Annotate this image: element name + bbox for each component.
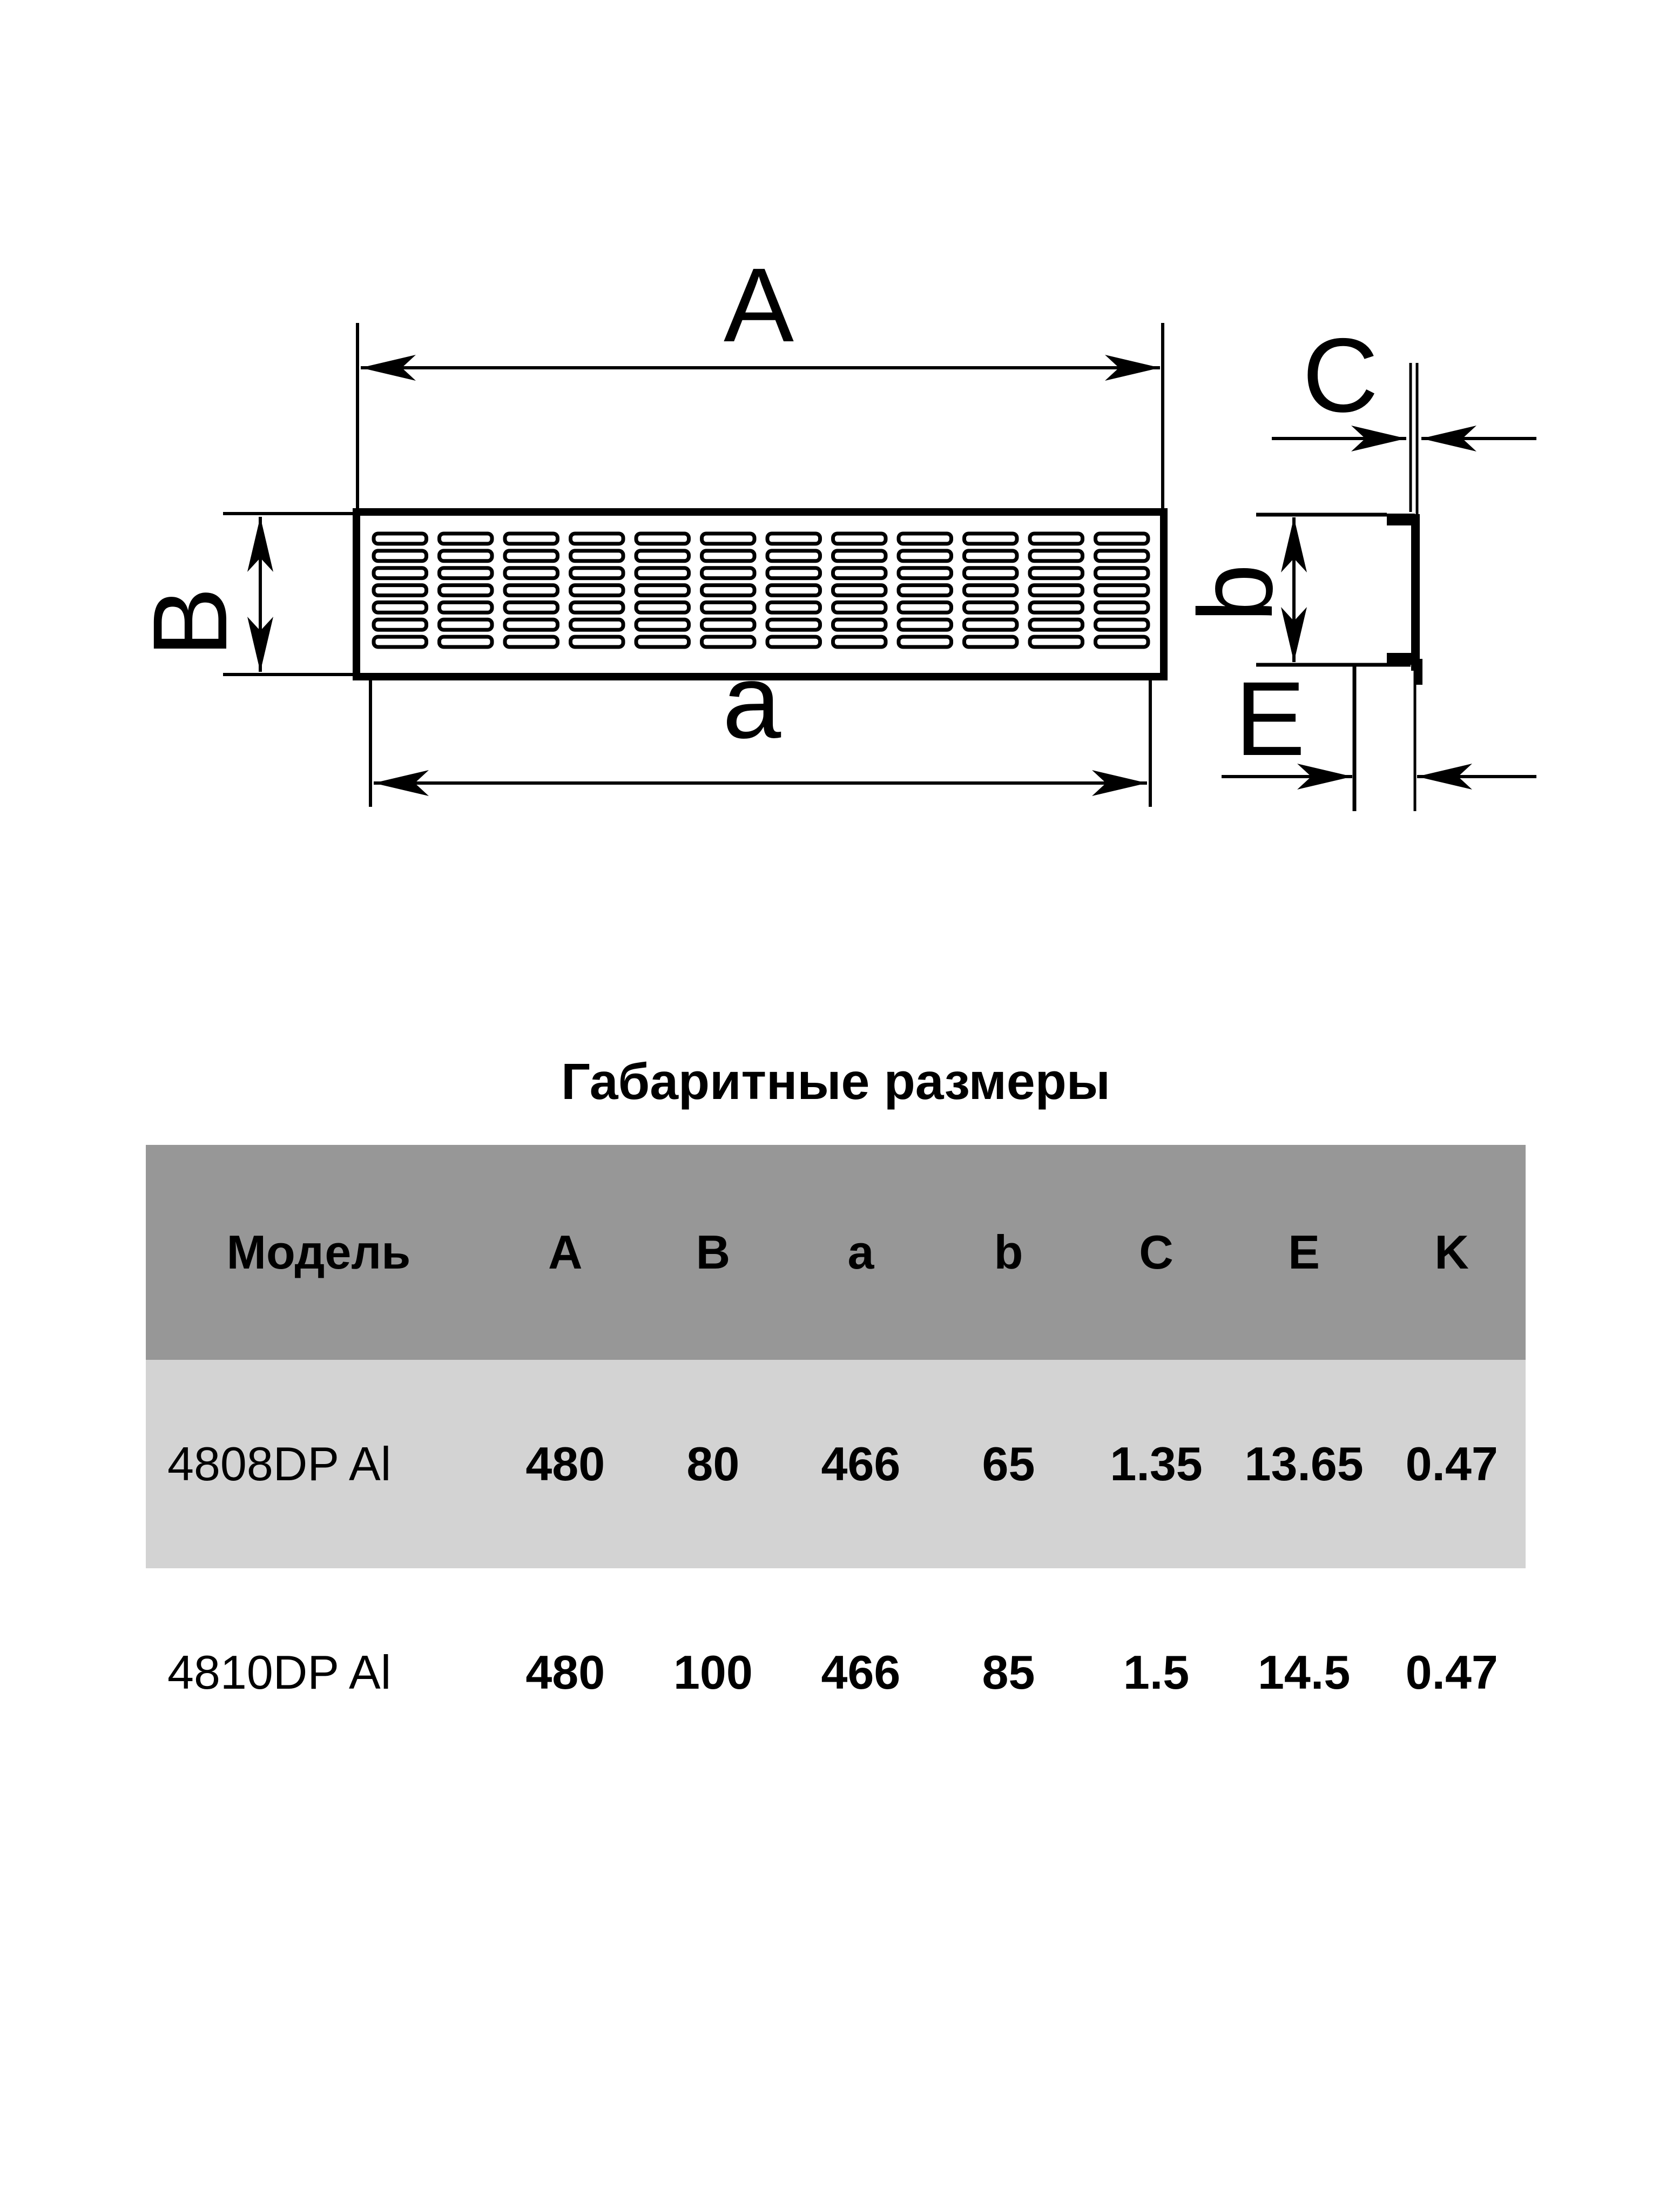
value-C: 1.5 [1123,1645,1190,1699]
grille-slot [899,602,952,612]
grille-slot [505,534,558,544]
grille-slot [1030,602,1083,612]
grille-slot [505,568,558,578]
grille-slot [767,619,820,630]
dim-label-C: C [1302,316,1379,434]
grille-slot [767,534,820,544]
grille-slot [440,568,493,578]
grille-slot [636,551,689,561]
grille-slot [571,602,624,612]
col-header-K: K [1434,1225,1469,1279]
grille-slot [571,585,624,596]
value-C: 1.35 [1110,1437,1203,1491]
table-row [146,1360,1526,1568]
grille-slot [899,534,952,544]
value-b: 65 [982,1437,1035,1491]
model-name: 4808DP Al [167,1437,392,1491]
grille-slot [1096,534,1149,544]
dim-label-E: E [1235,660,1306,778]
grille-slot [440,534,493,544]
value-E: 14.5 [1257,1645,1351,1699]
grille-slot [1096,568,1149,578]
dim-label-b: b [1177,563,1294,623]
grille-slot [702,585,755,596]
value-b: 85 [982,1645,1035,1699]
grille-slot [374,619,427,630]
grille-slot [440,551,493,561]
grille-slot [767,585,820,596]
grille-slot [571,534,624,544]
grille-slot [505,585,558,596]
dim-label-a: a [722,643,781,760]
grille-slot [374,637,427,647]
col-header-C: C [1139,1225,1174,1279]
table-header-row [146,1145,1526,1360]
grille-slot [374,534,427,544]
grille-slot [505,602,558,612]
grille-slot [833,585,886,596]
grille-slot [965,585,1017,596]
col-header-b: b [994,1225,1023,1279]
grille-slot [571,568,624,578]
grille-slot [833,534,886,544]
col-header-E: E [1288,1225,1320,1279]
dim-label-A: A [723,246,794,364]
grille-slot [1096,602,1149,612]
grille-slot [899,619,952,630]
grille-slot [702,602,755,612]
grille-slot [571,551,624,561]
value-K: 0.47 [1405,1437,1498,1491]
grille-slot [636,637,689,647]
grille-slot [1030,585,1083,596]
col-header-a: a [847,1225,874,1279]
table-row [146,1568,1526,1777]
grille-slot [702,534,755,544]
grille-slot [899,585,952,596]
grille-slot [1030,534,1083,544]
dim-label-B: B [131,586,249,658]
grille-slot [505,619,558,630]
grille-slot [1030,619,1083,630]
grille-slot [505,551,558,561]
grille-slot [440,602,493,612]
grille-slot [505,637,558,647]
grille-slot [767,551,820,561]
grille-slot [1096,585,1149,596]
grille-slot [1096,637,1149,647]
grille-slot [702,551,755,561]
grille-slot [899,637,952,647]
value-K: 0.47 [1405,1645,1498,1699]
grille-slot [374,602,427,612]
grille-slot [702,619,755,630]
grille-slot [636,619,689,630]
grille-slot [767,568,820,578]
grille-slot [1030,551,1083,561]
grille-slot [965,568,1017,578]
grille-slot [833,551,886,561]
grille-slot [440,585,493,596]
grille-slot [965,637,1017,647]
grille-slot [440,619,493,630]
grille-slot [374,551,427,561]
col-header-B: B [696,1225,731,1279]
grille-slot [702,568,755,578]
grille-slot [571,619,624,630]
grille-slot [1030,637,1083,647]
front-view [131,246,1164,807]
value-E: 13.65 [1244,1437,1364,1491]
grille-slot [899,551,952,561]
grille-slot [899,568,952,578]
col-header-model: Модель [226,1225,411,1279]
grille-slot [767,602,820,612]
grille-slot [374,585,427,596]
grille-slot [965,551,1017,561]
grille-slot [636,585,689,596]
model-name: 4810DP Al [167,1645,392,1699]
grille-slot [965,602,1017,612]
value-B: 100 [673,1645,753,1699]
grille-slot [833,637,886,647]
grille-slot [374,568,427,578]
col-header-A: A [548,1225,583,1279]
grille-slot [636,602,689,612]
dimension-drawing [0,0,1659,918]
grille-slot [1096,619,1149,630]
value-a: 466 [821,1437,901,1491]
grille-slot [965,534,1017,544]
value-A: 480 [525,1645,605,1699]
dimensions-table [146,1145,1526,1777]
grille-slot [833,619,886,630]
grille-slot [440,637,493,647]
value-A: 480 [525,1437,605,1491]
value-a: 466 [821,1645,901,1699]
grille-slot [833,568,886,578]
grille-slot [636,534,689,544]
grille-slot [1096,551,1149,561]
grille-slot [833,602,886,612]
grille-slot [636,568,689,578]
grille-slot [965,619,1017,630]
grille-slot [1030,568,1083,578]
table-title: Габаритные размеры [561,1053,1110,1110]
value-B: 80 [686,1437,740,1491]
grille-slot [571,637,624,647]
side-view [1177,316,1536,811]
